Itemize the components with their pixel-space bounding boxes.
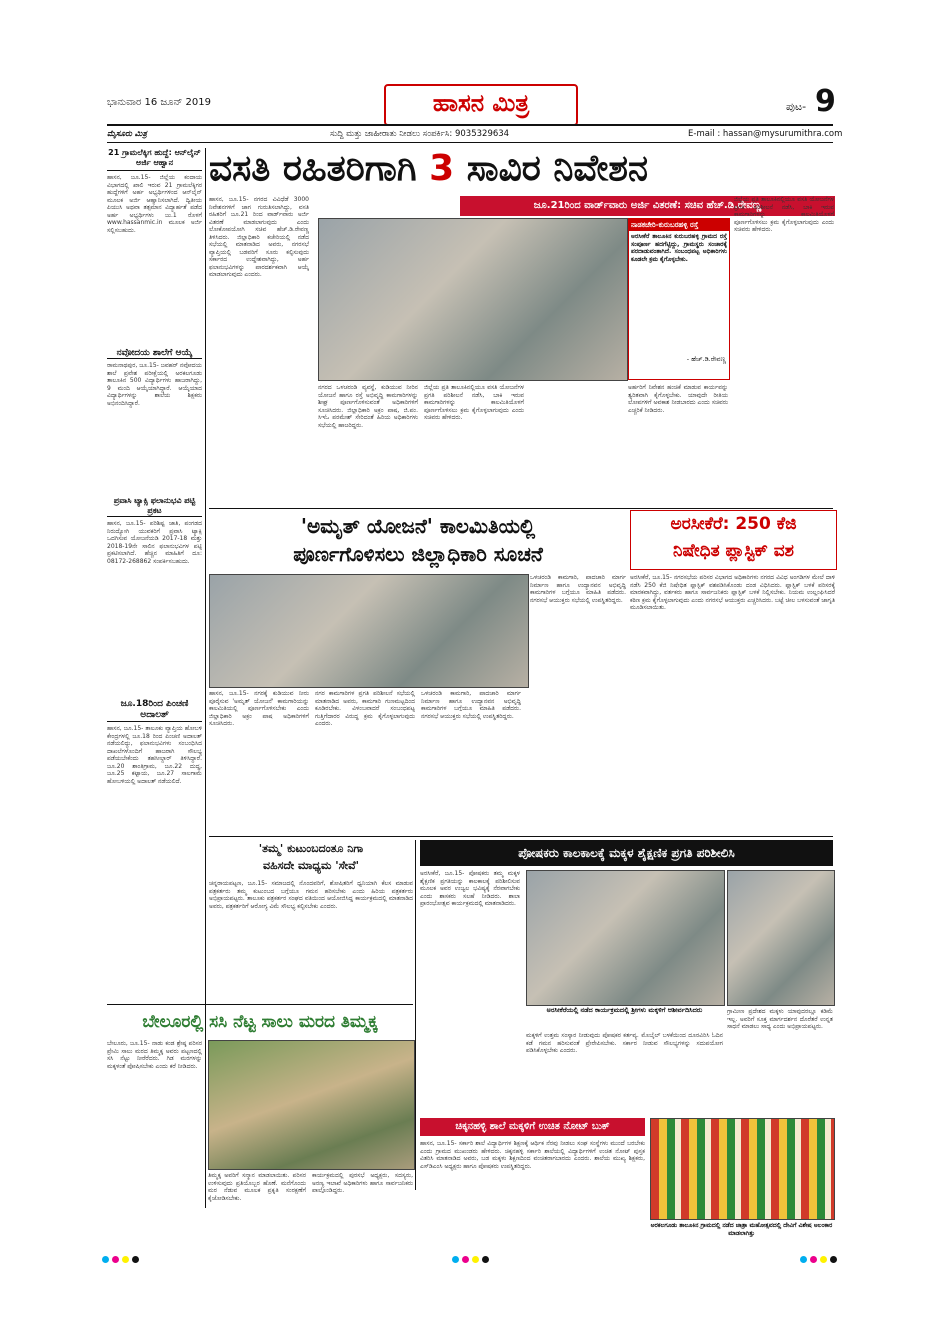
- cyan-dot: [102, 1256, 109, 1263]
- amrut-photo: [209, 574, 529, 688]
- side-box: [628, 218, 730, 380]
- amrut-body-3: ಒಳಚರಂಡಿ ಕಾಮಗಾರಿ, ಪಾದಚಾರಿ ಮಾರ್ಗ ನಿರ್ಮಾಣ ಹಾಗೂ ಉದ್ಯಾನವನ ಅಭಿವೃದ್ಧಿ ಕಾಮಗಾರಿಗಳ ಬಗ್ಗೆಯೂ ಮಾಹಿತಿ ಪಡೆದರು. ನಗರಸಭೆ ಆಯುಕ್ತರು ಸಭೆಯಲ್ಲಿ ಉಪಸ್ಥಿತರಿದ್ದರು.: [530, 574, 626, 604]
- column-rule: [415, 840, 416, 1190]
- belur-photo: [208, 1040, 415, 1170]
- story-body: ರಾಮನಾಥಪುರ, ಜೂ.15- ಜವಹರ್ ನವೋದಯ ಶಾಲೆ ಪ್ರವೇಶ ಪರೀಕ್ಷೆಯಲ್ಲಿ ಅರಕಲಗೂಡು ತಾಲೂಕಿನ 500 ವಿದ್ಯಾರ್ಥಿಗಳು ಹಾಜರಾಗಿದ್ದು, 9 ಮಂದಿ ಆಯ್ಕೆಯಾಗಿದ್ದಾರೆ. ಆಯ್ಕೆಯಾದ ವಿದ್ಯಾರ್ಥಿಗಳನ್ನು ಶಾಲೆಯ ಶಿಕ್ಷಕರು ಅಭಿನಂದಿಸಿದ್ದಾರೆ.: [107, 362, 202, 407]
- amrut-headline-line2: ಪೂರ್ಣಗೊಳಿಸಲು ಜಿಲ್ಲಾಧಿಕಾರಿ ಸೂಚನೆ: [293, 542, 543, 566]
- lead-headline: [209, 146, 833, 192]
- lead-headline-number: 3: [429, 148, 455, 189]
- story-body: ಹಾಸನ, ಜೂ.15- ಪರಿಶಿಷ್ಟ ಜಾತಿ, ಪಂಗಡದ ನಿರುದ್ಯೋಗಿ ಯುವಕರಿಗೆ ಪ್ರವಾಸಿ ಟ್ಯಾಕ್ಸಿ ಒದಗಿಸುವ ಯೋಜನೆಯಡಿ 2017-18 ಮತ್ತು 2018-19ನೇ ಸಾಲಿನ ಫಲಾನುಭವಿಗಳ ಪಟ್ಟಿ ಪ್ರಕಟಿಸಲಾಗಿದೆ. ಹೆಚ್ಚಿನ ಮಾಹಿತಿಗೆ ದೂ: 08172-268862 ಸಂಪರ್ಕಿಸಬಹುದು.: [107, 520, 202, 565]
- print-marks-left: [102, 1248, 142, 1267]
- magenta-dot: [112, 1256, 119, 1263]
- poshakaru-photo-2: [727, 870, 835, 1006]
- poshakaru-photo: [526, 870, 725, 1006]
- column-rule: [205, 148, 206, 1208]
- lead-headline-part1: ವಸತಿ ರಹಿತರಿಗಾಗಿ: [209, 148, 417, 189]
- poshakaru-headline: ಪೋಷಕರು ಕಾಲಕಾಲಕ್ಕೆ ಮಕ್ಕಳ ಶೈಕ್ಷಣಿಕ ಪ್ರಗತಿ ಪರಿಶೀಲಿಸಿ: [420, 840, 833, 866]
- print-marks-center: [452, 1248, 492, 1267]
- cyan-dot: [452, 1256, 459, 1263]
- magenta-dot: [810, 1256, 817, 1263]
- header-rule-2: [107, 142, 833, 143]
- side-box-title: ನಾಡಕಚೇರಿ-ಕುರುಬರಹಳ್ಳಿ ರಸ್ತೆ: [629, 219, 729, 231]
- arsikere-headline-line1: ಅರಸೀಕೆರೆ: 250 ಕೆಜಿ: [670, 514, 797, 534]
- belur-body-3: ಕಾರ್ಯಕ್ರಮದಲ್ಲಿ ಪುರಸಭೆ ಅಧ್ಯಕ್ಷರು, ಸದಸ್ಯರು, ಅರಣ್ಯ ಇಲಾಖೆ ಅಧಿಕಾರಿಗಳು ಹಾಗೂ ಸಾರ್ವಜನಿಕರು ಪಾಲ್ಗೊಂಡಿದ್ದರು.: [312, 1172, 413, 1194]
- poshakaru-body-2: ಮಕ್ಕಳಿಗೆ ಉತ್ತಮ ಸಂಸ್ಕಾರ ನೀಡುವುದು ಪೋಷಕರ ಕರ್ತವ್ಯ. ಮೊಬೈಲ್ ಬಳಕೆಯಿಂದ ದೂರವಿರಿಸಿ ಓದಿನ ಕಡೆ ಗಮನ ಹರಿಸುವಂತೆ ಪ್ರೇರೇಪಿಸಬೇಕು. ಸರ್ಕಾರ ನೀಡುವ ಸೌಲಭ್ಯಗಳನ್ನು ಸದುಪಯೋಗ ಪಡಿಸಿಕೊಳ್ಳಬೇಕು ಎಂದರು.: [526, 1032, 723, 1054]
- arsikere-headline: [630, 510, 837, 570]
- header-rule: [107, 124, 833, 126]
- belur-body-1: ಬೇಲೂರು, ಜೂ.15- ನಾಡು ಕಂಡ ಶ್ರೇಷ್ಠ ಪರಿಸರ ಪ್ರೇಮಿ ಸಾಲು ಮರದ ತಿಮ್ಮಕ್ಕ ಅವರು ಪಟ್ಟಣದಲ್ಲಿ ಸಸಿ ನೆಟ್ಟು ನೀರೆರೆದರು. ಗಿಡ ಮರಗಳನ್ನು ಮಕ್ಕಳಂತೆ ಪೋಷಿಸಬೇಕು ಎಂದು ಕರೆ ನೀಡಿದರು.: [107, 1040, 202, 1070]
- school-headline: ಚಿಕ್ಕನಹಳ್ಳಿ ಶಾಲೆ ಮಕ್ಕಳಿಗೆ ಉಚಿತ ನೋಟ್ ಬುಕ್: [420, 1118, 645, 1136]
- yellow-dot: [122, 1256, 129, 1263]
- contact-line: ಸುದ್ದಿ ಮತ್ತು ಜಾಹೀರಾತು ನೀಡಲು ಸಂಪರ್ಕಿಸಿ: 9035329634: [330, 129, 510, 139]
- thamma-headline: [209, 840, 413, 876]
- brand-name: ಮೈಸೂರು ಮಿತ್ರ: [107, 129, 147, 138]
- arsikere-headline-line2: ನಿಷೇಧಿತ ಪ್ಲಾಸ್ಟಿಕ್ ವಶ: [673, 541, 794, 561]
- amrut-body-3b: ಒಳಚರಂಡಿ ಕಾಮಗಾರಿ, ಪಾದಚಾರಿ ಮಾರ್ಗ ನಿರ್ಮಾಣ ಹಾಗೂ ಉದ್ಯಾನವನ ಅಭಿವೃದ್ಧಿ ಕಾಮಗಾರಿಗಳ ಬಗ್ಗೆಯೂ ಮಾಹಿತಿ ಪಡೆದರು. ನಗರಸಭೆ ಆಯುಕ್ತರು ಸಭೆಯಲ್ಲಿ ಉಪಸ್ಥಿತರಿದ್ದರು.: [421, 690, 521, 720]
- side-box-body: ಅರಸೀಕೆರೆ ತಾಲೂಕಿನ ಕುರುಬರಹಳ್ಳಿ ಗ್ರಾಮದ ರಸ್ತೆ ಸಂಪೂರ್ಣ ಹದಗೆಟ್ಟಿದ್ದು, ಗ್ರಾಮಸ್ಥರು ಸಂಚಾರಕ್ಕೆ ಪರದಾಡುವಂತಾಗಿದೆ. ಸಂಬಂಧಪಟ್ಟ ಅಧಿಕಾರಿಗಳು ಕೂಡಲೇ ಕ್ರಮ ಕೈಗೊಳ್ಳಬೇಕು.: [631, 233, 727, 263]
- magenta-dot: [462, 1256, 469, 1263]
- issue-date: ಭಾನುವಾರ 16 ಜೂನ್ 2019: [107, 97, 211, 108]
- lead-body-2: ನಗರದ ಒಳಚರಂಡಿ ವ್ಯವಸ್ಥೆ, ಕುಡಿಯುವ ನೀರಿನ ಯೋಜನೆ ಹಾಗೂ ರಸ್ತೆ ಅಭಿವೃದ್ಧಿ ಕಾಮಗಾರಿಗಳನ್ನು ಶೀಘ್ರ ಪೂರ್ಣಗೊಳಿಸುವಂತೆ ಅಧಿಕಾರಿಗಳಿಗೆ ಸೂಚಿಸಿದರು. ಜಿಲ್ಲಾಧಿಕಾರಿ ಅಕ್ರಂ ಪಾಷ, ಜಿ.ಪಂ. ಸಿಇಓ ಪರಮೇಶ್ ಸೇರಿದಂತೆ ಹಿರಿಯ ಅಧಿಕಾರಿಗಳು ಸಭೆಯಲ್ಲಿ ಹಾಜರಿದ್ದರು.: [318, 384, 418, 429]
- black-dot: [482, 1256, 489, 1263]
- lead-body-5: ಜಿಲ್ಲೆಯ ಪ್ರತಿ ತಾಲೂಕಿನಲ್ಲಿಯೂ ವಸತಿ ಯೋಜನೆಗಳ ಪ್ರಗತಿ ಪರಿಶೀಲನೆ ನಡೆಸಿ, ಬಾಕಿ ಇರುವ ಕಾಮಗಾರಿಗಳನ್ನು ಕಾಲಮಿತಿಯೊಳಗೆ ಪೂರ್ಣಗೊಳಿಸಲು ಕ್ರಮ ಕೈಗೊಳ್ಳಲಾಗುವುದು ಎಂದು ಸಚಿವರು ಹೇಳಿದರು.: [734, 196, 834, 233]
- lead-body-3: ಜಿಲ್ಲೆಯ ಪ್ರತಿ ತಾಲೂಕಿನಲ್ಲಿಯೂ ವಸತಿ ಯೋಜನೆಗಳ ಪ್ರಗತಿ ಪರಿಶೀಲನೆ ನಡೆಸಿ, ಬಾಕಿ ಇರುವ ಕಾಮಗಾರಿಗಳನ್ನು ಕಾಲಮಿತಿಯೊಳಗೆ ಪೂರ್ಣಗೊಳಿಸಲು ಕ್ರಮ ಕೈಗೊಳ್ಳಲಾಗುವುದು ಎಂದು ಸಚಿವರು ಹೇಳಿದರು.: [424, 384, 524, 421]
- story-body: ಹಾಸನ, ಜೂ.15- ಜಿಲ್ಲೆಯ ಕಂದಾಯ ವಿಭಾಗದಲ್ಲಿ ಖಾಲಿ ಇರುವ 21 ಗ್ರಾಮಲೆಕ್ಕಿಗರ ಹುದ್ದೆಗಳಿಗೆ ಅರ್ಹ ಅಭ್ಯರ್ಥಿಗಳಿಂದ ಆನ್‌ಲೈನ್ ಮೂಲಕ ಅರ್ಜಿ ಆಹ್ವಾನಿಸಲಾಗಿದೆ. ದ್ವಿತೀಯ ಪಿಯುಸಿ ಅಥವಾ ತತ್ಸಮಾನ ವಿದ್ಯಾರ್ಹತೆ ಪಡೆದ ಅರ್ಹ ಅಭ್ಯರ್ಥಿಗಳು ಜು.1 ರೊಳಗೆ www.hassanmic.in ಮೂಲಕ ಅರ್ಜಿ ಸಲ್ಲಿಸಬಹುದು.: [107, 174, 202, 234]
- section-rule: [107, 1004, 413, 1005]
- temple-photo: [650, 1118, 835, 1220]
- amrut-headline-line1: 'ಅಮೃತ್ ಯೋಜನೆ' ಕಾಲಮಿತಿಯಲ್ಲಿ: [300, 514, 536, 538]
- black-dot: [132, 1256, 139, 1263]
- yellow-dot: [472, 1256, 479, 1263]
- yellow-dot: [820, 1256, 827, 1263]
- page-label: ಪುಟ-: [786, 100, 807, 113]
- masthead-title: ಹಾಸನ ಮಿತ್ರ: [384, 84, 578, 126]
- belur-headline: ಬೇಲೂರಲ್ಲಿ ಸಸಿ ನೆಟ್ಟ ಸಾಲು ಮರದ ತಿಮ್ಮಕ್ಕ: [142, 1012, 378, 1032]
- cyan-dot: [800, 1256, 807, 1263]
- amrut-headline: [209, 512, 627, 570]
- story-title: ಪ್ರವಾಸಿ ಟ್ಯಾಕ್ಸಿ ಫಲಾನುಭವಿ ಪಟ್ಟಿ ಪ್ರಕಟ: [107, 496, 202, 517]
- black-dot: [830, 1256, 837, 1263]
- story-title: ನವೋದಯ ಶಾಲೆಗೆ ಆಯ್ಕೆ: [107, 348, 202, 359]
- arsikere-body: ಅರಸೀಕೆರೆ, ಜೂ.15- ನಗರಸಭೆಯ ಪರಿಸರ ವಿಭಾಗದ ಅಧಿಕಾರಿಗಳು ನಗರದ ವಿವಿಧ ಅಂಗಡಿಗಳ ಮೇಲೆ ದಾಳಿ ನಡೆಸಿ 250 ಕೆಜಿ ನಿಷೇಧಿತ ಪ್ಲಾಸ್ಟಿಕ್ ವಶಪಡಿಸಿಕೊಂಡು ದಂಡ ವಿಧಿಸಿದರು. ಪ್ಲಾಸ್ಟಿಕ್ ಬಳಕೆ ಪರಿಸರಕ್ಕೆ ಮಾರಕವಾಗಿದ್ದು, ವರ್ತಕರು ಹಾಗೂ ಸಾರ್ವಜನಿಕರು ಪ್ಲಾಸ್ಟಿಕ್ ಬಳಕೆ ನಿಲ್ಲಿಸಬೇಕು. ನಿಯಮ ಉಲ್ಲಂಘಿಸಿದರೆ ಕಠಿಣ ಕ್ರಮ ಕೈಗೊಳ್ಳಲಾಗುವುದು ಎಂದು ನಗರಸಭೆ ಆಯುಕ್ತರು ಎಚ್ಚರಿಸಿದರು. ಬಟ್ಟೆ ಚೀಲ ಬಳಸುವಂತೆ ಜಾಗೃತಿ ಮೂಡಿಸಲಾಯಿತು.: [630, 574, 835, 611]
- lead-photo: [318, 218, 628, 381]
- section-rule: [209, 836, 833, 837]
- story-title: ಜೂ.18ರಿಂದ ಪಿಂಚಣಿ ಅದಾಲತ್: [107, 699, 202, 722]
- email: E-mail : hassan@mysurumithra.com: [688, 129, 843, 139]
- page-number: 9: [815, 84, 836, 119]
- temple-photo-caption: ಅರಕಲಗೂಡು ತಾಲೂಕಿನ ಗ್ರಾಮದಲ್ಲಿ ನಡೆದ ಜಾತ್ರಾ ಮಹೋತ್ಸವದಲ್ಲಿ ದೇವಿಗೆ ವಿಶೇಷ ಅಲಂಕಾರ ಮಾಡಲಾಗಿತ್ತು: [650, 1222, 833, 1237]
- lead-subheadline: ಜೂ.21ರಿಂದ ವಾರ್ಡ್‌ವಾರು ಅರ್ಜಿ ವಿತರಣೆ: ಸಚಿವ ಹೆಚ್.ಡಿ.ರೇವಣ್ಣ: [460, 196, 835, 216]
- story-body: ಹಾಸನ, ಜೂ.15- ತಾಲೂಕು ವ್ಯಾಪ್ತಿಯ ಹೋಬಳಿ ಕೇಂದ್ರಗಳಲ್ಲಿ ಜೂ.18 ರಿಂದ ಪಿಂಚಣಿ ಅದಾಲತ್ ನಡೆಯಲಿದ್ದು, ಫಲಾನುಭವಿಗಳು ಸಂಬಂಧಿಸಿದ ದಾಖಲೆಗಳೊಂದಿಗೆ ಹಾಜರಾಗಿ ಸೌಲಭ್ಯ ಪಡೆಯಬೇಕೆಂದು ತಹಸೀಲ್ದಾರ್ ತಿಳಿಸಿದ್ದಾರೆ. ಜೂ.20 ಶಾಂತಿಗ್ರಾಮ, ಜೂ.22 ದುದ್ದ, ಜೂ.25 ಕಟ್ಟಾಯ, ಜೂ.27 ಸಾಲಗಾಮೆ ಹೋಬಳಿಯಲ್ಲಿ ಅದಾಲತ್ ನಡೆಯಲಿದೆ.: [107, 725, 202, 785]
- thamma-body: ಚನ್ನರಾಯಪಟ್ಟಣ, ಜೂ.15- ಸಮಾಜದಲ್ಲಿ ನೊಂದವರಿಗೆ, ಶೋಷಿತರಿಗೆ ಧ್ವನಿಯಾಗಿ ಕೆಲಸ ಮಾಡುವ ಪತ್ರಕರ್ತರು ತಮ್ಮ ಕುಟುಂಬದ ಬಗ್ಗೆಯೂ ಗಮನ ಹರಿಸಬೇಕು ಎಂದು ಹಿರಿಯ ಪತ್ರಕರ್ತರು ಅಭಿಪ್ರಾಯಪಟ್ಟರು. ತಾಲೂಕು ಪತ್ರಕರ್ತರ ಸಂಘದ ವತಿಯಿಂದ ಆಯೋಜಿಸಿದ್ದ ಕಾರ್ಯಕ್ರಮದಲ್ಲಿ ಮಾತನಾಡಿದ ಅವರು, ಪತ್ರಕರ್ತರಿಗೆ ಆರೋಗ್ಯ ವಿಮೆ ಸೌಲಭ್ಯ ಕಲ್ಪಿಸಬೇಕು ಎಂದರು.: [209, 880, 413, 910]
- section-rule: [209, 508, 833, 509]
- thamma-headline-line1: 'ತಮ್ಮ' ಕುಟುಂಬದಂತೂ ನಿಗಾ: [258, 842, 364, 855]
- story-title: 21 ಗ್ರಾಮಲೆಕ್ಕಿಗ ಹುದ್ದೆ: ಆನ್‌ಲೈನ್ ಅರ್ಜಿ ಆಹ್ವಾನ: [107, 148, 202, 171]
- side-box-signature: - ಹೆಚ್.ಡಿ.ರೇವಣ್ಣ: [686, 355, 726, 363]
- amrut-body-1: ಹಾಸನ, ಜೂ.15- ನಗರಕ್ಕೆ ಕುಡಿಯುವ ನೀರು ಪೂರೈಸುವ 'ಅಮೃತ್ ಯೋಜನೆ' ಕಾಮಗಾರಿಯನ್ನು ಕಾಲಮಿತಿಯಲ್ಲಿ ಪೂರ್ಣಗೊಳಿಸಬೇಕು ಎಂದು ಜಿಲ್ಲಾಧಿಕಾರಿ ಅಕ್ರಂ ಪಾಷ ಅಧಿಕಾರಿಗಳಿಗೆ ಸೂಚಿಸಿದರು.: [209, 690, 309, 727]
- amrut-body-2: ನಗರ ಕಾಮಗಾರಿಗಳ ಪ್ರಗತಿ ಪರಿಶೀಲನೆ ಸಭೆಯಲ್ಲಿ ಮಾತನಾಡಿದ ಅವರು, ಕಾಮಗಾರಿ ಗುಣಮಟ್ಟದಿಂದ ಕೂಡಿರಬೇಕು. ವಿಳಂಬವಾದರೆ ಸಂಬಂಧಪಟ್ಟ ಗುತ್ತಿಗೆದಾರರ ವಿರುದ್ಧ ಕ್ರಮ ಕೈಗೊಳ್ಳಲಾಗುವುದು ಎಂದರು.: [315, 690, 415, 727]
- poshakaru-photo-caption: ಅರಸೀಕೆರೆಯಲ್ಲಿ ನಡೆದ ಕಾರ್ಯಕ್ರಮದಲ್ಲಿ ಶ್ರೀಗಳು ಮಕ್ಕಳಿಗೆ ಆಶೀರ್ವದಿಸಿದರು: [546, 1006, 703, 1014]
- belur-body-2: ತಿಮ್ಮಕ್ಕ ಅವರಿಗೆ ಸನ್ಮಾನ ಮಾಡಲಾಯಿತು. ಪರಿಸರ ಉಳಿಸುವುದು ಪ್ರತಿಯೊಬ್ಬರ ಹೊಣೆ. ಮನೆಗೊಂದು ಮರ ನೆಡುವ ಮೂಲಕ ಪ್ರಕೃತಿ ಸಂರಕ್ಷಣೆಗೆ ಕೈಜೋಡಿಸಬೇಕು.: [208, 1172, 306, 1202]
- lead-headline-part2: ಸಾವಿರ ನಿವೇಶನ: [466, 148, 649, 189]
- poshakaru-body-3: ಗ್ರಾಮೀಣ ಪ್ರದೇಶದ ಮಕ್ಕಳು ಯಾವುದರಲ್ಲೂ ಕಡಿಮೆ ಇಲ್ಲ. ಅವರಿಗೆ ಸೂಕ್ತ ಮಾರ್ಗದರ್ಶನ ದೊರೆತರೆ ಉನ್ನತ ಸಾಧನೆ ಮಾಡಲು ಸಾಧ್ಯ ಎಂದು ಅಭಿಪ್ರಾಯಪಟ್ಟರು.: [727, 1008, 833, 1030]
- poshakaru-body-1: ಅರಸೀಕೆರೆ, ಜೂ.15- ಪೋಷಕರು ತಮ್ಮ ಮಕ್ಕಳ ಶೈಕ್ಷಣಿಕ ಪ್ರಗತಿಯನ್ನು ಕಾಲಕಾಲಕ್ಕೆ ಪರಿಶೀಲಿಸುವ ಮೂಲಕ ಅವರ ಉಜ್ವಲ ಭವಿಷ್ಯಕ್ಕೆ ನೆರವಾಗಬೇಕು ಎಂದು ಶಾಸಕರು ಸಲಹೆ ನೀಡಿದರು. ಶಾಲಾ ಪ್ರಾರಂಭೋತ್ಸವ ಕಾರ್ಯಕ್ರಮದಲ್ಲಿ ಮಾತನಾಡಿದರು.: [420, 870, 520, 907]
- print-marks-right: [800, 1248, 840, 1267]
- school-body: ಹಾಸನ, ಜೂ.15- ಸರ್ಕಾರಿ ಶಾಲೆ ವಿದ್ಯಾರ್ಥಿಗಳ ಶಿಕ್ಷಣಕ್ಕೆ ಆರ್ಥಿಕ ನೆರವು ನೀಡಲು ಸಂಘ ಸಂಸ್ಥೆಗಳು ಮುಂದೆ ಬರಬೇಕು ಎಂದು ಗ್ರಾಮದ ಮುಖಂಡರು ಹೇಳಿದರು. ಚಿಕ್ಕನಹಳ್ಳಿ ಸರ್ಕಾರಿ ಶಾಲೆಯಲ್ಲಿ ವಿದ್ಯಾರ್ಥಿಗಳಿಗೆ ಉಚಿತ ನೋಟ್ ಪುಸ್ತಕ ವಿತರಿಸಿ ಮಾತನಾಡಿದ ಅವರು, ಬಡ ಮಕ್ಕಳು ಶಿಕ್ಷಣದಿಂದ ವಂಚಿತರಾಗಬಾರದು ಎಂದರು. ಶಾಲೆಯ ಮುಖ್ಯ ಶಿಕ್ಷಕರು, ಎಸ್‌ಡಿಎಂಸಿ ಅಧ್ಯಕ್ಷರು ಹಾಗೂ ಪೋಷಕರು ಉಪಸ್ಥಿತರಿದ್ದರು.: [420, 1140, 645, 1170]
- thamma-headline-line2: ವಹಿಸದೇ ಮಾಧ್ಯಮ 'ಸೇವೆ': [263, 859, 359, 872]
- lead-body-4: ಅರ್ಹರಿಗೆ ನಿವೇಶನ ಹಂಚಿಕೆ ಮಾಡುವ ಕಾರ್ಯವನ್ನು ತ್ವರಿತವಾಗಿ ಕೈಗೊಳ್ಳಬೇಕು. ಯಾವುದೇ ರೀತಿಯ ಲೋಪಗಳಿಗೆ ಅವಕಾಶ ನೀಡಬಾರದು ಎಂದು ಸಚಿವರು ಎಚ್ಚರಿಕೆ ನೀಡಿದರು.: [628, 384, 728, 414]
- lead-body-1: ಹಾಸನ, ಜೂ.15- ನಗರದ ವಿವಿಧೆಡೆ 3000 ನಿವೇಶನಗಳಿಗೆ ಜಾಗ ಗುರುತಿಸಲಾಗಿದ್ದು, ವಸತಿ ರಹಿತರಿಗೆ ಜೂ.21 ರಿಂದ ವಾರ್ಡ್‌ವಾರು ಅರ್ಜಿ ವಿತರಣೆ ಮಾಡಲಾಗುವುದು ಎಂದು ಲೋಕೋಪಯೋಗಿ ಸಚಿವ ಹೆಚ್.ಡಿ.ರೇವಣ್ಣ ತಿಳಿಸಿದರು. ಜಿಲ್ಲಾಧಿಕಾರಿ ಕಚೇರಿಯಲ್ಲಿ ನಡೆದ ಸಭೆಯಲ್ಲಿ ಮಾತನಾಡಿದ ಅವರು, ನಗರಸಭೆ ವ್ಯಾಪ್ತಿಯಲ್ಲಿ ಬಡವರಿಗೆ ಸೂರು ಕಲ್ಪಿಸುವುದು ಸರ್ಕಾರದ ಉದ್ದೇಶವಾಗಿದ್ದು, ಅರ್ಹ ಫಲಾನುಭವಿಗಳನ್ನು ಪಾರದರ್ಶಕವಾಗಿ ಆಯ್ಕೆ ಮಾಡಲಾಗುವುದು ಎಂದರು.: [209, 196, 309, 278]
